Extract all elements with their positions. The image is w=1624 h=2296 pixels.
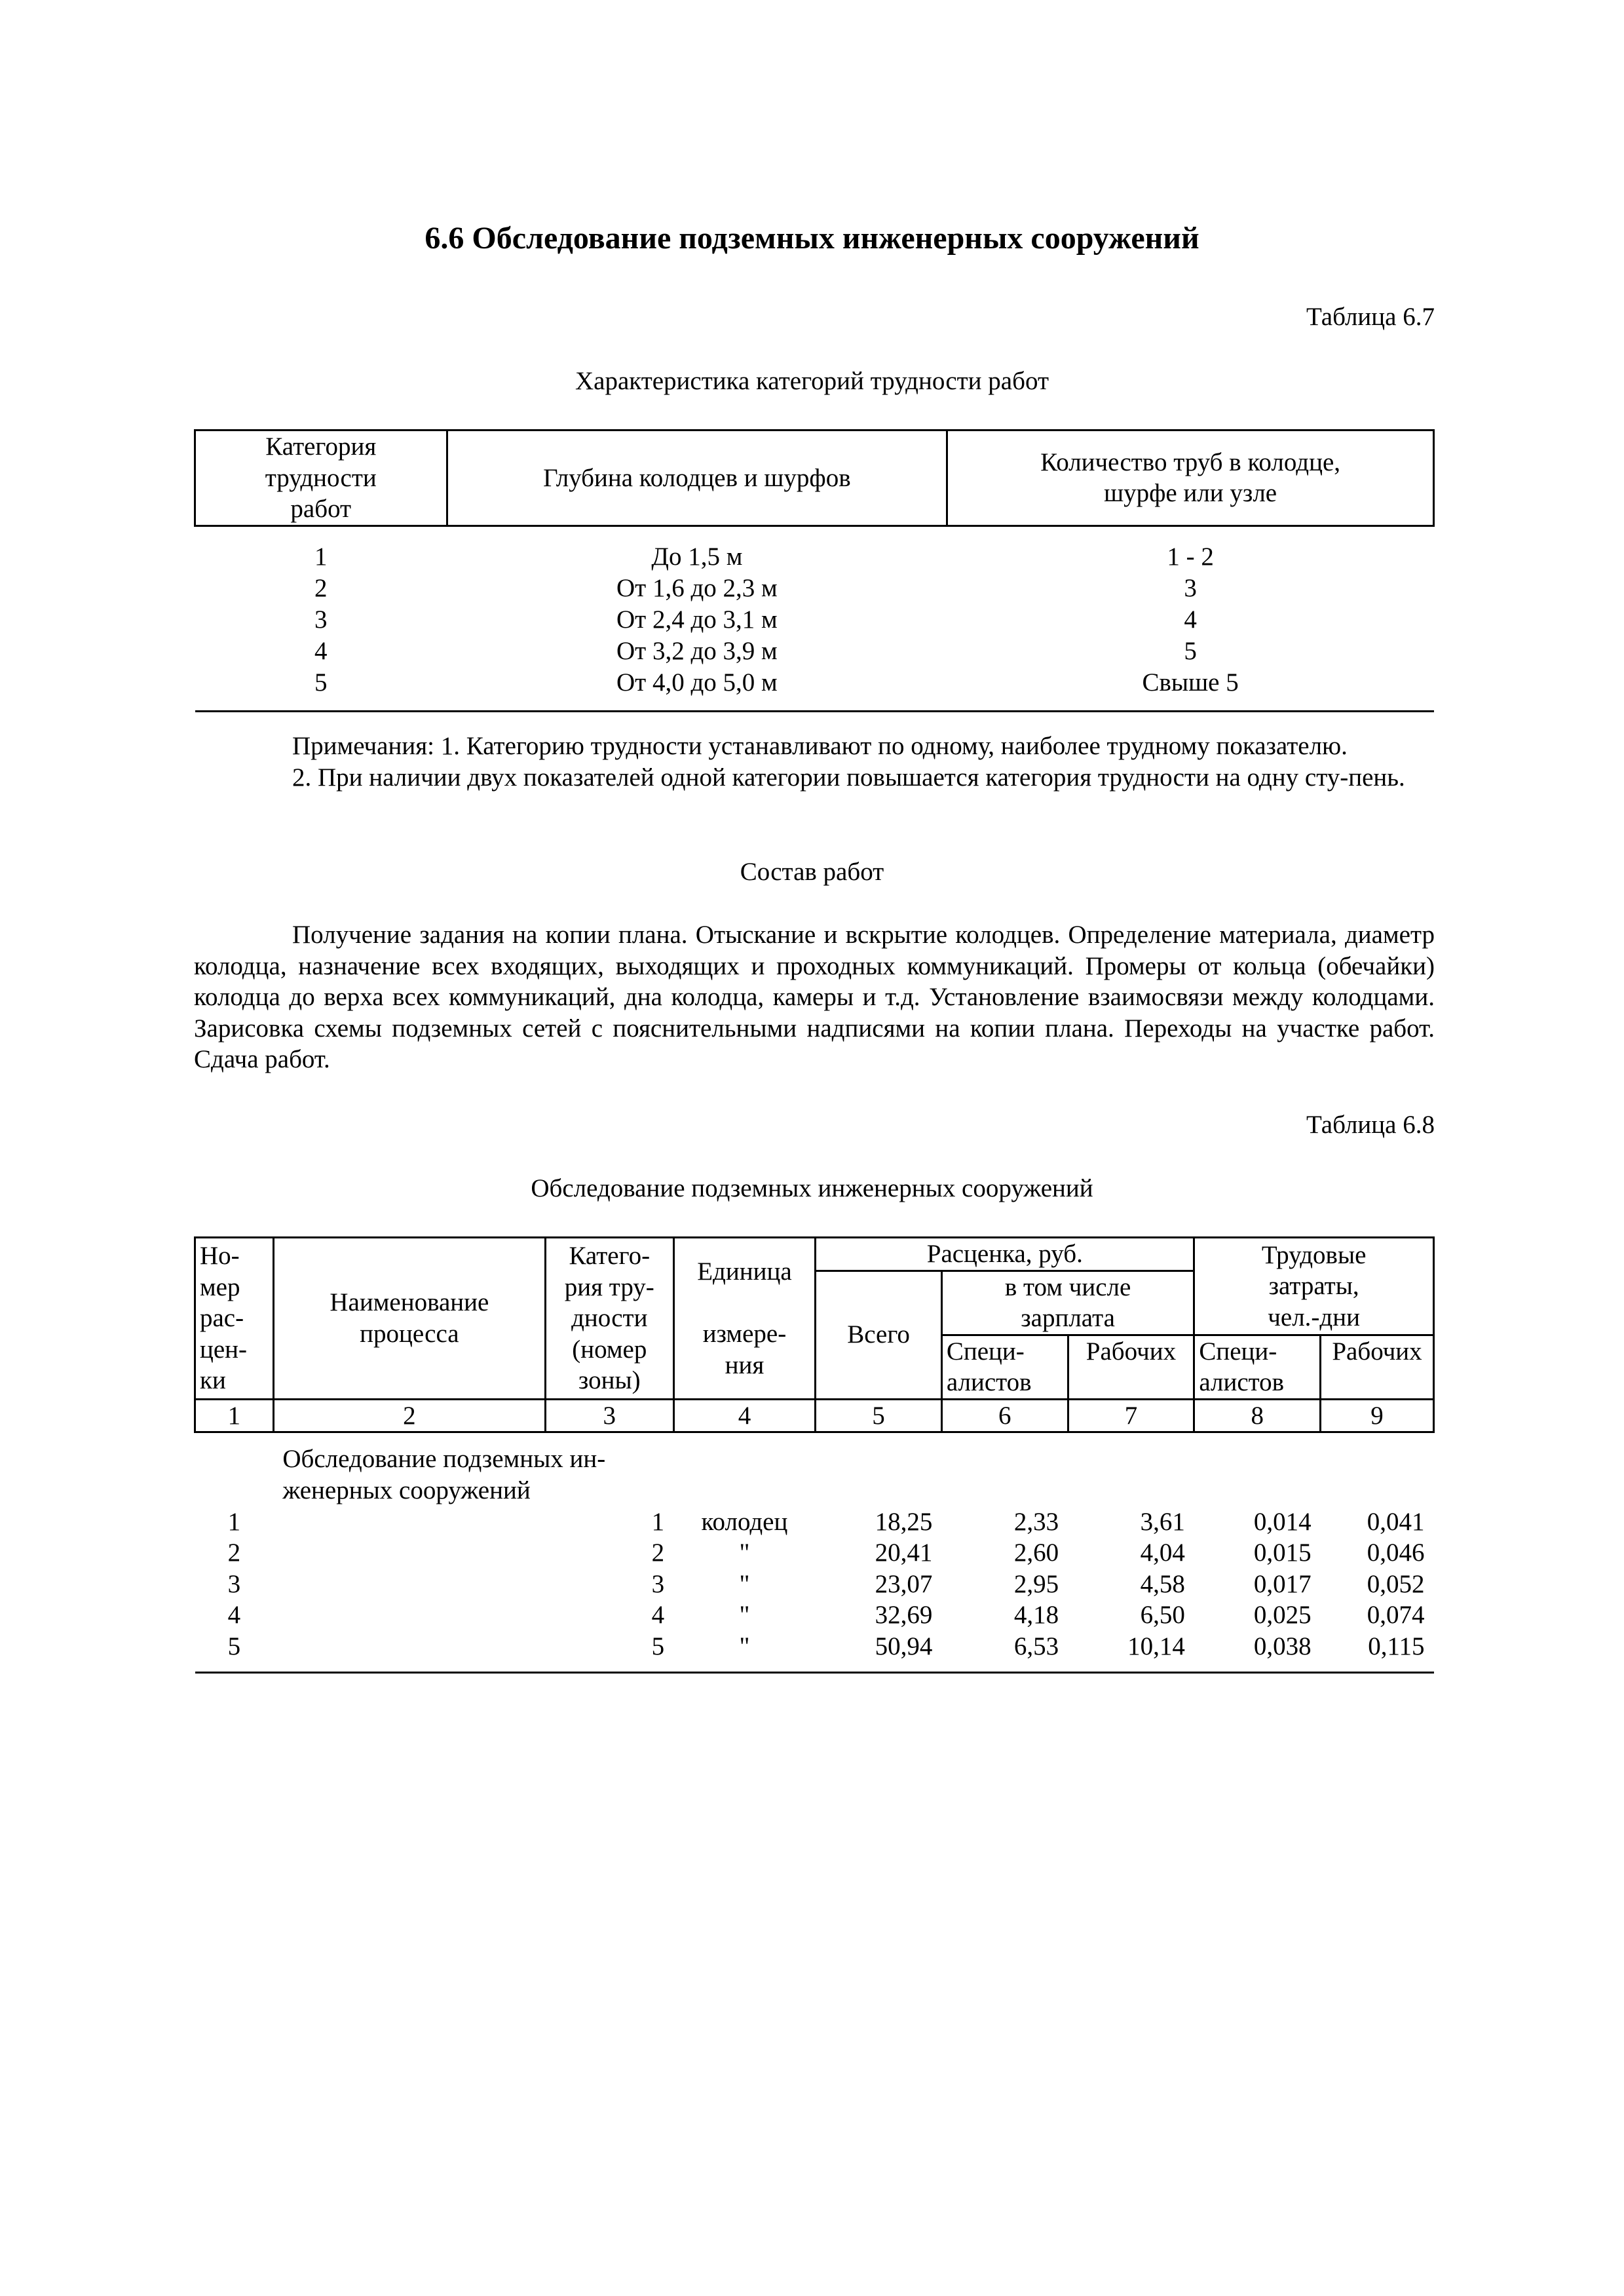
cell-labor-specialists: 0,015 bbox=[1253, 1539, 1312, 1567]
cell-specialists: 4,18 bbox=[1013, 1601, 1059, 1630]
work-composition-heading: Состав работ bbox=[740, 858, 884, 886]
header-workers: Рабочих bbox=[1068, 1335, 1194, 1399]
cell-labor-specialists: 0,038 bbox=[1194, 1631, 1321, 1672]
header-line: алистов bbox=[946, 1368, 1032, 1397]
header-total: Всего bbox=[816, 1271, 942, 1399]
cell-depth: От 4,0 до 5,0 м bbox=[447, 667, 947, 712]
cell-workers: 4,04 bbox=[1140, 1539, 1185, 1567]
table-row bbox=[195, 1599, 1434, 1631]
cell-labor-workers: 0,115 bbox=[1321, 1631, 1434, 1672]
table-row bbox=[195, 1506, 1434, 1538]
table-6-7-label: Таблица 6.7 bbox=[1306, 303, 1435, 331]
header-line: затраты, bbox=[1268, 1272, 1359, 1301]
cell-unit: " bbox=[739, 1569, 750, 1598]
cell-category: 2 bbox=[314, 573, 328, 602]
cell-unit: " bbox=[673, 1631, 816, 1672]
table-row bbox=[195, 667, 1434, 712]
header-line: зоны) bbox=[578, 1366, 641, 1395]
cell-category: 3 bbox=[651, 1569, 665, 1598]
cell-pipes: Свыше 5 bbox=[947, 667, 1434, 712]
cell-pipes: 3 bbox=[1184, 573, 1197, 602]
column-number: 3 bbox=[545, 1399, 673, 1432]
cell-num: 5 bbox=[195, 1631, 274, 1672]
header-line: Катего- bbox=[569, 1242, 651, 1270]
cell-unit: колодец bbox=[701, 1507, 788, 1536]
cell-specialists: 2,33 bbox=[1013, 1507, 1059, 1536]
header-pipes-line: шурфе или узле bbox=[1104, 479, 1277, 508]
table-row bbox=[195, 1631, 1434, 1672]
header-depth: Глубина колодцев и шурфов bbox=[447, 430, 947, 526]
table-row bbox=[195, 1569, 1434, 1600]
cell-labor-workers: 0,041 bbox=[1367, 1507, 1425, 1536]
header-pipes-line: Количество труб в колодце, bbox=[1040, 448, 1341, 476]
header-line: зарплата bbox=[1021, 1304, 1115, 1333]
header-line: мер bbox=[200, 1272, 240, 1301]
header-specialists bbox=[941, 1335, 1068, 1399]
cell-workers: 3,61 bbox=[1140, 1507, 1185, 1536]
header-including bbox=[941, 1271, 1194, 1335]
cell-workers: 6,50 bbox=[1140, 1601, 1185, 1630]
cell-category: 3 bbox=[314, 605, 328, 634]
cell-unit: " bbox=[739, 1601, 750, 1630]
header-category-line: Категория bbox=[265, 432, 377, 461]
table-6-8 bbox=[194, 1236, 1435, 1674]
column-number-row bbox=[195, 1399, 1434, 1432]
table-6-7 bbox=[194, 429, 1435, 712]
cell-specialists: 2,60 bbox=[1013, 1539, 1059, 1567]
header-labor bbox=[1194, 1238, 1434, 1335]
work-composition-text: Получение задания на копии плана. Отыскание и вскрытие колодцев. Определение материала, диаметр колодца, назначение всех входящих, выходящих и проходных коммуникаций. Промеры от кольца (обечайки) колодца до верха всех коммуникаций, дна колодца, камеры и т.д. Установление взаимосвязи между колодцами. Зарисовка схемы подземных сетей с пояснительными надписями на копии плана. Переходы на участке работ. Сдача работ. bbox=[194, 921, 1435, 1074]
header-pipes bbox=[947, 430, 1434, 526]
cell-total: 50,94 bbox=[816, 1631, 942, 1672]
cell-pipes: 5 bbox=[1184, 636, 1197, 665]
cell-num: 1 bbox=[227, 1507, 241, 1536]
cell-labor-workers: 0,046 bbox=[1367, 1539, 1425, 1567]
cell-pipes: 4 bbox=[1184, 605, 1197, 634]
column-number: 5 bbox=[816, 1399, 942, 1432]
table-row bbox=[195, 526, 1434, 573]
cell-specialists: 2,95 bbox=[1013, 1569, 1059, 1598]
header-unit bbox=[673, 1238, 816, 1400]
cell-category: 4 bbox=[314, 636, 328, 665]
cell-depth: От 1,6 до 2,3 м bbox=[616, 573, 778, 602]
table-header-row bbox=[195, 1238, 1434, 1271]
header-line: процесса bbox=[360, 1319, 459, 1348]
header-line: Наименование bbox=[330, 1288, 489, 1317]
column-number: 2 bbox=[273, 1399, 545, 1432]
header-line: рас- bbox=[200, 1304, 244, 1333]
header-line: в том числе bbox=[1004, 1272, 1131, 1301]
header-line: цен- bbox=[200, 1335, 248, 1364]
cell-labor-workers: 0,074 bbox=[1367, 1601, 1425, 1630]
cell-total: 23,07 bbox=[875, 1569, 933, 1598]
header-line: Но- bbox=[200, 1242, 240, 1270]
group-title-row bbox=[195, 1432, 1434, 1506]
column-number: 8 bbox=[1194, 1399, 1321, 1432]
header-price: Расценка, руб. bbox=[816, 1238, 1194, 1271]
header-line: дности bbox=[571, 1304, 648, 1333]
cell-labor-specialists: 0,025 bbox=[1253, 1601, 1312, 1630]
header-line: чел.-дни bbox=[1268, 1303, 1361, 1331]
table-row bbox=[195, 604, 1434, 636]
cell-depth: До 1,5 м bbox=[651, 542, 743, 571]
group-title-line: Обследование подземных ин- bbox=[282, 1445, 606, 1474]
cell-workers: 10,14 bbox=[1068, 1631, 1194, 1672]
cell-labor-specialists: 0,017 bbox=[1253, 1569, 1312, 1598]
header-category bbox=[545, 1238, 673, 1400]
header-labor-workers: Рабочих bbox=[1321, 1335, 1434, 1399]
header-line: ния bbox=[725, 1350, 765, 1379]
table-6-8-label: Таблица 6.8 bbox=[1306, 1111, 1435, 1139]
cell-category: 1 bbox=[314, 542, 328, 571]
cell-category: 4 bbox=[651, 1601, 665, 1630]
column-number: 6 bbox=[941, 1399, 1068, 1432]
cell-labor-specialists: 0,014 bbox=[1253, 1507, 1312, 1536]
note-2: 2. При наличии двух показателей одной категории повышается категория трудности на одну сту-пень. bbox=[292, 763, 1405, 792]
header-category-line: работ bbox=[290, 495, 352, 524]
cell-num: 4 bbox=[227, 1601, 241, 1630]
column-number: 9 bbox=[1321, 1399, 1434, 1432]
table-header-row bbox=[195, 430, 1434, 526]
group-title bbox=[273, 1432, 1433, 1506]
cell-total: 18,25 bbox=[875, 1507, 933, 1536]
table-6-7-caption: Характеристика категорий трудности работ bbox=[575, 367, 1049, 395]
cell-category: 2 bbox=[651, 1539, 665, 1567]
table-row bbox=[195, 636, 1434, 667]
header-category-line: трудности bbox=[265, 463, 377, 492]
table-row bbox=[195, 573, 1434, 604]
header-line: Единица bbox=[697, 1257, 792, 1286]
column-number: 4 bbox=[673, 1399, 816, 1432]
group-title-line: женерных сооружений bbox=[282, 1476, 531, 1505]
note-1: Примечания: 1. Категорию трудности устанавливают по одному, наиболее трудному показателю. bbox=[292, 732, 1348, 760]
header-labor-specialists bbox=[1194, 1335, 1321, 1399]
header-process-name bbox=[273, 1238, 545, 1400]
cell-num: 3 bbox=[227, 1569, 241, 1598]
cell-total: 32,69 bbox=[875, 1601, 933, 1630]
cell-category: 5 bbox=[195, 667, 447, 712]
header-line: Специ- bbox=[946, 1337, 1025, 1366]
table-row bbox=[195, 1537, 1434, 1569]
header-line: (номер bbox=[572, 1335, 647, 1364]
column-number: 7 bbox=[1068, 1399, 1194, 1432]
header-category bbox=[195, 430, 447, 526]
header-line: Трудовые bbox=[1261, 1240, 1367, 1269]
header-line: ки bbox=[200, 1366, 226, 1395]
cell-total: 20,41 bbox=[875, 1539, 933, 1567]
cell-unit: " bbox=[739, 1539, 750, 1567]
cell-category: 1 bbox=[651, 1507, 665, 1536]
header-line: алистов bbox=[1199, 1368, 1285, 1397]
header-line: рия тру- bbox=[564, 1272, 654, 1301]
cell-num: 2 bbox=[227, 1539, 241, 1567]
cell-pipes: 1 - 2 bbox=[1167, 542, 1214, 571]
table-6-8-caption: Обследование подземных инженерных сооружений bbox=[531, 1174, 1093, 1202]
cell-depth: От 2,4 до 3,1 м bbox=[616, 605, 778, 634]
column-number: 1 bbox=[195, 1399, 274, 1432]
cell-depth: От 3,2 до 3,9 м bbox=[616, 636, 778, 665]
header-line: Специ- bbox=[1199, 1337, 1277, 1366]
header-line: измере- bbox=[702, 1320, 787, 1349]
header-rate-number bbox=[195, 1238, 274, 1400]
cell-workers: 4,58 bbox=[1140, 1569, 1185, 1598]
cell-category: 5 bbox=[545, 1631, 673, 1672]
section-title: 6.6 Обследование подземных инженерных сооружений bbox=[425, 221, 1199, 256]
cell-specialists: 6,53 bbox=[941, 1631, 1068, 1672]
cell-labor-workers: 0,052 bbox=[1367, 1569, 1425, 1598]
